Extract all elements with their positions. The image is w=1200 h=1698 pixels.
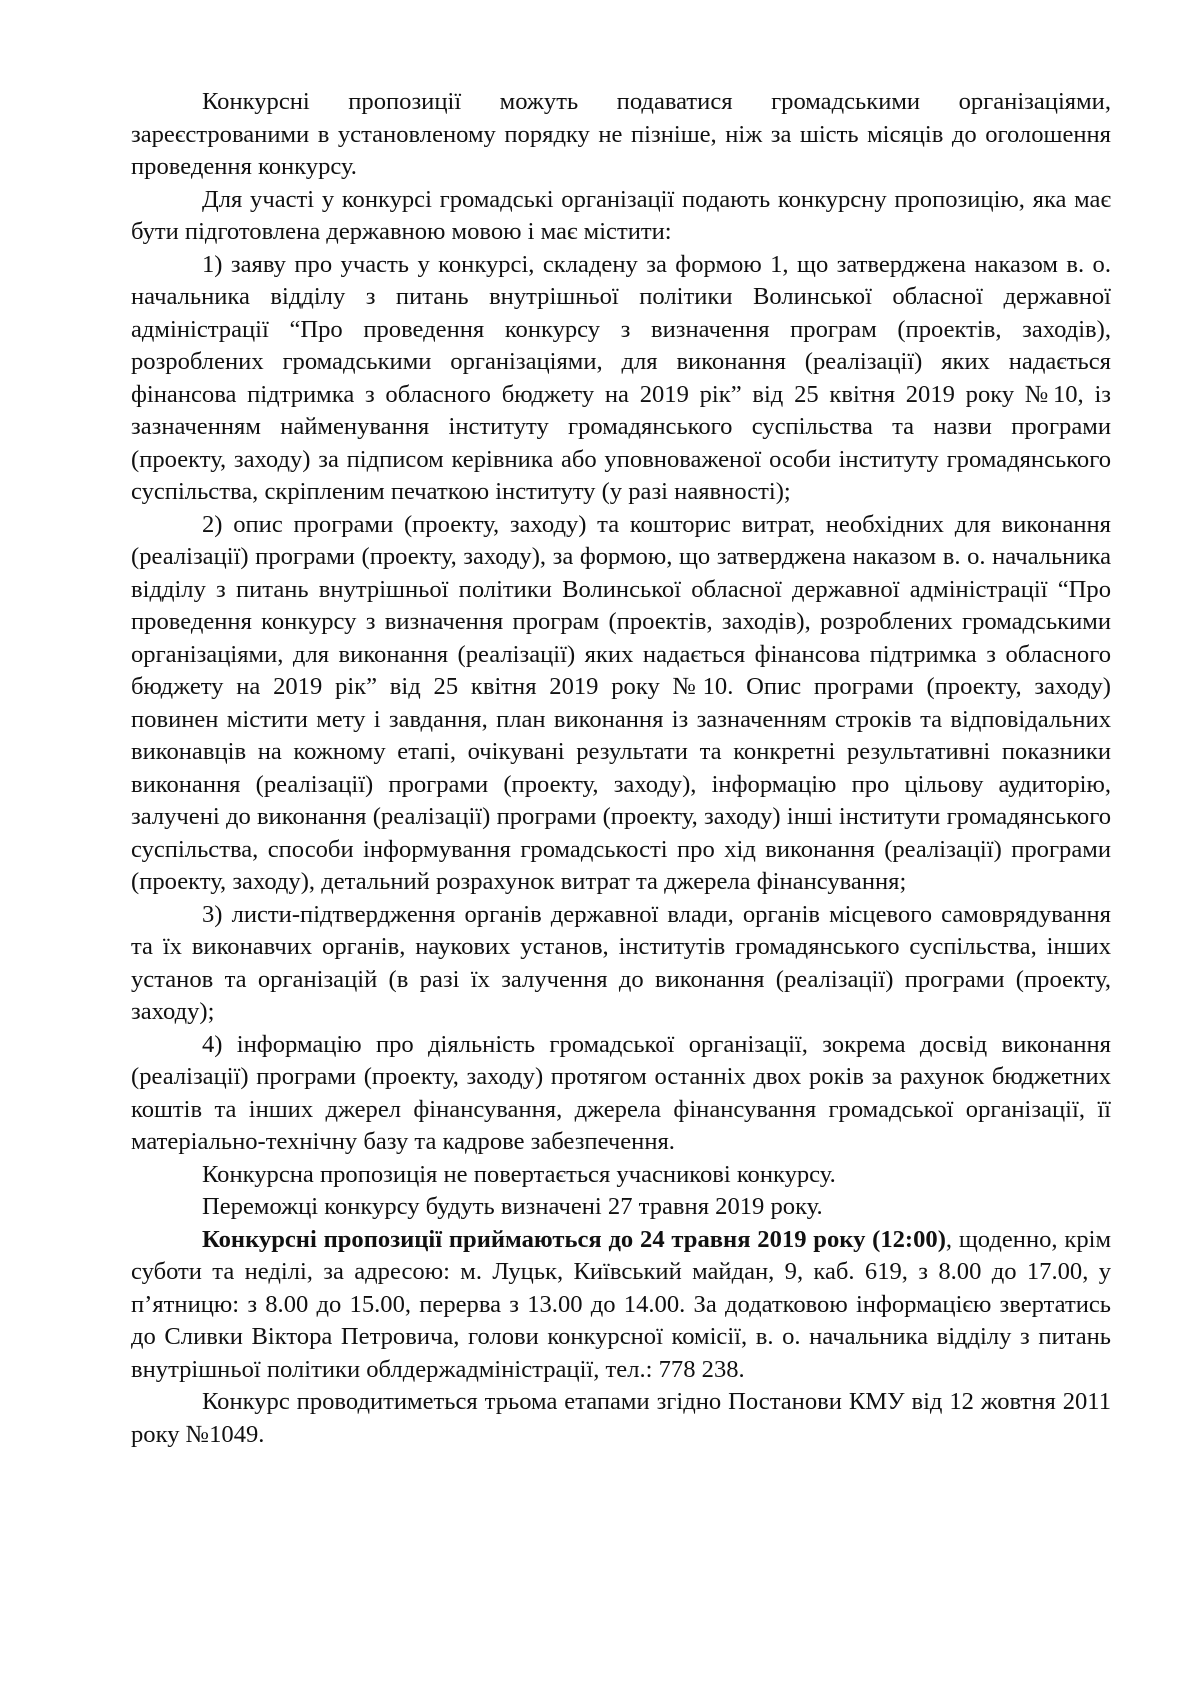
list-item-program-description: 2) опис програми (проекту, заходу) та кошторис витрат, необхідних для виконання (реалізації) програми (проекту, заходу), за формою, що затверджена наказом в. о. начальника відділу з питань внутрішньої політики Волинської обласної державної адміністрації “Про проведення конкурсу з визначення програм (проектів, заходів), розроблених громадськими організаціями, для виконання (реалізації) яких надається фінансова підтримка з обласного бюджету на 2019 рік” від 25 квітня 2019 року №10. Опис програми (проекту, заходу) повинен містити мету і завдання, план виконання із зазначенням строків та відповідальних виконавців на кожному етапі, очікувані результати та конкретні результативні показники виконання (реалізації) програми (проекту, заходу), інформацію про цільову аудиторію, залучені до виконання (реалізації) програми (проекту, заходу) інші інститути громадянського суспільства, способи інформування громадськості про хід виконання (реалізації) програми (проекту, заходу), детальний розрахунок витрат та джерела фінансування;	[131, 510, 1111, 895]
list-item-application-form: 1) заяву про участь у конкурсі, складену за формою 1, що затверджена наказом в. о. начальника відділу з питань внутрішньої політики Волинської обласної державної адміністрації “Про проведення конкурсу з визначення програм (проектів, заходів), розроблених громадськими організаціями, для виконання (реалізації) яких надається фінансова підтримка з обласного бюджету на 2019 рік” від 25 квітня 2019 року №10, із зазначенням найменування інституту громадянського суспільства та назви програми (проекту, заходу) за підписом керівника або уповноваженої особи інституту громадянського суспільства, скріпленим печаткою інституту (у разі наявності);	[131, 250, 1111, 505]
paragraph-deadline	[131, 1224, 1111, 1387]
document-page	[131, 86, 1111, 1451]
list-item-organization-info: 4) інформацію про діяльність громадської організації, зокрема досвід виконання (реалізації) програми (проекту, заходу) протягом останніх двох років за рахунок бюджетних коштів та інших джерел фінансування, джерела фінансування громадської організації, її матеріально-технічну базу та кадрове забезпечення.	[131, 1030, 1111, 1155]
list-item-confirmation-letters: 3) листи-підтвердження органів державної влади, органів місцевого самоврядування та їх виконавчих органів, наукових установ, інститутів громадянського суспільства, інших установ та організацій (в разі їх залучення до виконання (реалізації) програми (проекту, заходу);	[131, 900, 1111, 1025]
paragraph-winners-date: Переможці конкурсу будуть визначені 27 травня 2019 року.	[202, 1193, 823, 1220]
paragraph-not-returned: Конкурсна пропозиція не повертається учасникові конкурсу.	[202, 1160, 836, 1188]
paragraph-requirements-intro: Для участі у конкурсі громадські організації подають конкурсну пропозицію, яка має бути підготовлена державною мовою і має містити:	[131, 185, 1111, 245]
deadline-highlight: Конкурсні пропозиції приймаються до 24 травня 2019 року (12:00)	[202, 1225, 946, 1253]
paragraph-stages: Конкурс проводитиметься трьома етапами згідно Постанови КМУ від 12 жовтня 2011 року №1049.	[131, 1388, 1111, 1448]
deadline-details: , щоденно, крім суботи та неділі, за адресою: м. Луцьк, Київський майдан, 9, каб. 619, з 8.00 до 17.00, у п’ятницю: з 8.00 до 15.00, перерва з 13.00 до 14.00. За додатковою інформацією звертатись до Сливки Віктора Петровича, голови конкурсної комісії, в. о. начальника відділу з питань внутрішньої політики облдержадміністрації, тел.: 778 238.	[131, 1225, 1112, 1383]
paragraph-eligibility: Конкурсні пропозиції можуть подаватися громадськими організаціями, зареєстрованими в установленому порядку не пізніше, ніж за шість місяців до оголошення проведення конкурсу.	[131, 88, 1111, 180]
